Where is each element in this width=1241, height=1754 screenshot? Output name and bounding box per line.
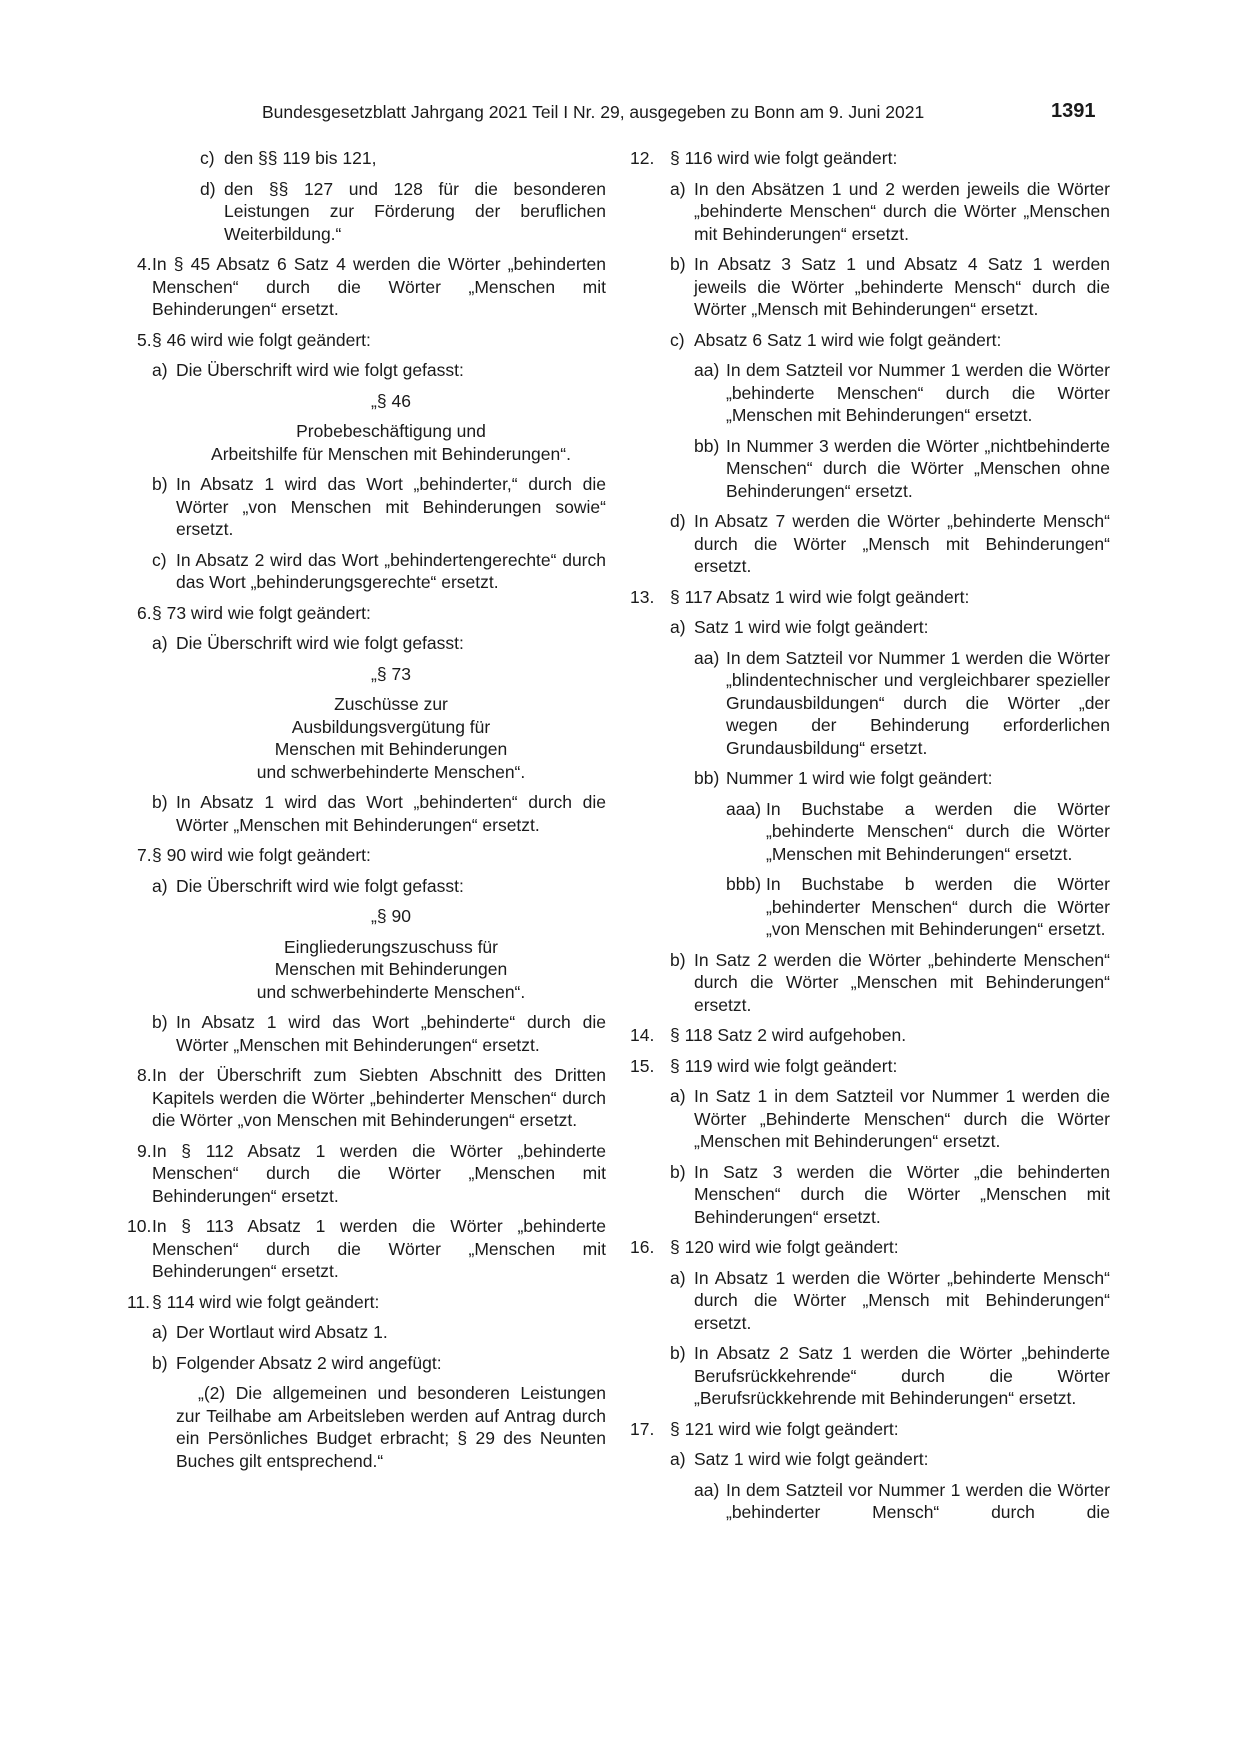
item-label: a) [152, 360, 168, 380]
item-label: b) [670, 949, 686, 970]
list-item [630, 767, 1110, 790]
item-number: 12. [630, 148, 655, 168]
item-text: § 119 wird wie folgt geändert: [670, 1055, 898, 1076]
item-text: Absatz 6 Satz 1 wird wie folgt geändert: [694, 329, 1002, 350]
item-text: Die Überschrift wird wie folgt gefasst: [176, 875, 464, 896]
item-text: In der Überschrift zum Siebten Abschnitt des Dritten Kapitels werden die Wörter „behinderter Menschen“ durch die Wörter „von Menschen mit Behinderungen“ ersetzt. [152, 1065, 606, 1130]
list-item [130, 1352, 606, 1375]
item-number: 8. [137, 1065, 152, 1085]
item-label: aa) [694, 360, 720, 380]
item-text: Satz 1 wird wie folgt geändert: [694, 1449, 929, 1469]
right-column [630, 147, 1110, 1532]
heading-quote [130, 420, 606, 465]
item-text: Nummer 1 wird wie folgt geändert: [726, 768, 993, 788]
list-item [630, 798, 1110, 866]
list-item [630, 1236, 1110, 1259]
item-text: § 90 wird wie folgt geändert: [152, 845, 371, 865]
item-text: In Absatz 7 werden die Wörter „behinderte Mensch“ durch die Wörter „Mensch mit Behinderungen“ ersetzt. [694, 511, 1110, 576]
list-item [630, 647, 1110, 760]
list-item [630, 616, 1110, 639]
section-title-line: Eingliederungszuschuss für [283, 936, 498, 957]
list-item [130, 1140, 606, 1208]
item-text: In Absatz 1 werden die Wörter „behinderte Mensch“ durch die Wörter „Mensch mit Behinderungen“ ersetzt. [694, 1267, 1110, 1333]
item-label: a) [670, 1267, 686, 1288]
item-label: bb) [694, 435, 720, 456]
list-item [130, 329, 606, 352]
item-text: In Absatz 2 Satz 1 werden die Wörter „behinderte Berufsrückkehrende“ durch die Wörter „Berufsrückkehrende mit Behinderungen“ ersetzt. [694, 1343, 1110, 1408]
section-title-line: Ausbildungsvergütung für [291, 716, 491, 737]
item-number: 5. [137, 329, 152, 350]
item-text: In Nummer 3 werden die Wörter „nichtbehinderte Menschen“ durch die Wörter „Menschen ohne Behinderungen“ ersetzt. [726, 435, 1110, 501]
list-item [130, 473, 606, 541]
section-title-line: Menschen mit Behinderungen [274, 739, 508, 759]
list-item [130, 549, 606, 594]
item-label: b) [152, 1012, 168, 1032]
item-text: § 117 Absatz 1 wird wie folgt geändert: [670, 586, 970, 607]
list-item [630, 178, 1110, 246]
item-text: § 121 wird wie folgt geändert: [670, 1418, 899, 1439]
item-text: Die Überschrift wird wie folgt gefasst: [176, 360, 464, 380]
item-number: 13. [630, 586, 655, 607]
list-item [130, 1064, 606, 1132]
section-number: „§ 73 [371, 663, 411, 684]
list-item [130, 1011, 606, 1056]
item-label: c) [200, 148, 215, 168]
list-item [630, 1418, 1110, 1441]
item-text: den §§ 119 bis 121, [224, 148, 377, 168]
heading-quote [130, 905, 606, 928]
item-label: bb) [694, 768, 720, 788]
item-number: 9. [137, 1140, 152, 1161]
item-text: In dem Satzteil vor Nummer 1 werden die Wörter „blindentechnischer und vergleichbarer spezieller Grundausbildungen“ durch die Wörter „der wegen der Behinderung erforderlichen Grundausbildung“ ersetzt. [726, 647, 1110, 758]
list-item [130, 147, 606, 170]
item-number: 17. [630, 1418, 655, 1439]
list-item [630, 873, 1110, 941]
list-item [630, 1479, 1110, 1524]
list-item [127, 1291, 606, 1314]
list-item [630, 1024, 1110, 1047]
item-label: d) [200, 178, 216, 199]
item-number: 11. [127, 1291, 151, 1312]
item-text: § 114 wird wie folgt geändert: [152, 1291, 380, 1312]
item-number: 15. [630, 1055, 655, 1076]
section-title-line: und schwerbehinderte Menschen“. [256, 761, 526, 782]
list-item [130, 875, 606, 898]
item-text: In § 45 Absatz 6 Satz 4 werden die Wörter „behinderten Menschen“ durch die Wörter „Menschen mit Behinderungen“ ersetzt. [152, 254, 606, 319]
item-label: a) [152, 1322, 168, 1342]
list-item [630, 147, 1110, 170]
item-label: a) [670, 617, 686, 637]
item-text: In Absatz 1 wird das Wort „behinderte“ durch die Wörter „Menschen mit Behinderungen“ ersetzt. [176, 1012, 606, 1055]
item-text: § 120 wird wie folgt geändert: [670, 1237, 899, 1257]
section-title-line: Zuschüsse zur [334, 694, 448, 714]
list-item [630, 949, 1110, 1017]
item-text: In § 113 Absatz 1 werden die Wörter „behinderte Menschen“ durch die Wörter „Menschen mit Behinderungen“ ersetzt. [152, 1216, 606, 1281]
item-text: In Satz 1 in dem Satzteil vor Nummer 1 werden die Wörter „Behinderte Menschen“ durch die Wörter „Menschen mit Behinderungen“ ersetzt. [694, 1086, 1110, 1151]
list-item [630, 435, 1110, 503]
section-title-line: Probebeschäftigung und [296, 421, 486, 441]
item-text: § 116 wird wie folgt geändert: [670, 148, 898, 168]
item-text: In § 112 Absatz 1 werden die Wörter „behinderte Menschen“ durch die Wörter „Menschen mit Behinderungen“ ersetzt. [152, 1140, 606, 1206]
item-text: In dem Satzteil vor Nummer 1 werden die Wörter „behinderter Mensch“ durch die [726, 1479, 1110, 1522]
list-item [630, 1267, 1110, 1335]
item-label: a) [670, 1086, 686, 1106]
section-title-line: Arbeitshilfe für Menschen mit Behinderungen“. [211, 443, 571, 464]
item-label: bbb) [726, 874, 762, 894]
item-text: In Absatz 3 Satz 1 und Absatz 4 Satz 1 werden jeweils die Wörter „behinderte Mensch“ durch die Wörter „Mensch mit Behinderungen“ ersetzt. [694, 254, 1110, 319]
item-number: 14. [630, 1025, 655, 1045]
item-label: b) [670, 254, 686, 274]
item-label: a) [670, 178, 686, 199]
item-text: In den Absätzen 1 und 2 werden jeweils die Wörter „behinderte Menschen“ durch die Wörter „Menschen mit Behinderungen“ ersetzt. [694, 178, 1110, 244]
heading-quote [130, 936, 606, 1004]
item-text: In Buchstabe b werden die Wörter „behinderter Menschen“ durch die Wörter „von Menschen mit Behinderungen“ ersetzt. [766, 874, 1110, 939]
list-item [630, 1161, 1110, 1229]
item-text: In Absatz 2 wird das Wort „behindertengerechte“ durch das Wort „behinderungsgerechte“ ersetzt. [176, 549, 606, 592]
item-label: a) [152, 633, 168, 653]
item-label: a) [670, 1449, 686, 1469]
item-number: 4. [137, 254, 152, 274]
list-item [130, 359, 606, 382]
section-number: „§ 46 [371, 390, 411, 411]
section-number: „§ 90 [371, 906, 411, 926]
item-text: In Satz 2 werden die Wörter „behinderte Menschen“ durch die Wörter „Menschen mit Behinderungen“ ersetzt. [694, 949, 1110, 1015]
heading-quote [130, 390, 606, 413]
list-item [630, 1085, 1110, 1153]
item-label: aa) [694, 647, 720, 668]
item-label: b) [152, 1352, 168, 1373]
item-text: In Buchstabe a werden die Wörter „behinderte Menschen“ durch die Wörter „Menschen mit Behinderungen“ ersetzt. [766, 798, 1110, 864]
running-head: Bundesgesetzblatt Jahrgang 2021 Teil I Nr. 29, ausgegeben zu Bonn am 9. Juni 2021 [262, 102, 925, 122]
item-text: In Satz 3 werden die Wörter „die behinderten Menschen“ durch die Wörter „Menschen mit Behinderungen“ ersetzt. [694, 1161, 1110, 1227]
list-item [130, 844, 606, 867]
list-item [130, 1321, 606, 1344]
list-item [630, 1055, 1110, 1078]
item-text: In Absatz 1 wird das Wort „behinderten“ durch die Wörter „Menschen mit Behinderungen“ ersetzt. [176, 792, 606, 835]
list-item [630, 586, 1110, 609]
list-item [630, 1342, 1110, 1410]
item-label: a) [152, 875, 168, 896]
list-item [130, 791, 606, 836]
list-item [630, 1448, 1110, 1471]
list-item [630, 359, 1110, 427]
item-label: d) [670, 511, 686, 531]
item-text: Folgender Absatz 2 wird angefügt: [176, 1352, 442, 1373]
list-item [127, 1215, 606, 1283]
page-number: 1391 [1051, 100, 1096, 122]
list-item [130, 602, 606, 625]
list-item [130, 632, 606, 655]
list-item [630, 329, 1110, 352]
item-text: In Absatz 1 wird das Wort „behinderter,“ durch die Wörter „von Menschen mit Behinderungen sowie“ ersetzt. [176, 474, 606, 539]
item-text: In dem Satzteil vor Nummer 1 werden die Wörter „behinderte Menschen“ durch die Wörter „Menschen mit Behinderungen“ ersetzt. [726, 360, 1110, 425]
page-header [0, 100, 1241, 130]
item-text: Der Wortlaut wird Absatz 1. [176, 1322, 388, 1342]
item-text: § 46 wird wie folgt geändert: [152, 329, 371, 350]
item-label: aa) [694, 1479, 720, 1500]
item-label: aaa) [726, 798, 762, 819]
item-text: Die Überschrift wird wie folgt gefasst: [176, 633, 464, 653]
heading-quote [130, 693, 606, 783]
section-title-line: und schwerbehinderte Menschen“. [256, 981, 526, 1002]
left-column [127, 147, 606, 1480]
item-number: 10. [127, 1216, 152, 1236]
list-item [630, 253, 1110, 321]
item-text: § 118 Satz 2 wird aufgehoben. [670, 1025, 907, 1045]
item-label: c) [670, 329, 685, 350]
item-text: Satz 1 wird wie folgt geändert: [694, 617, 929, 637]
list-item [130, 253, 606, 321]
item-number: 7. [137, 845, 152, 865]
section-title-line: Menschen mit Behinderungen [274, 959, 508, 979]
item-number: 16. [630, 1237, 655, 1257]
item-label: b) [670, 1161, 686, 1182]
item-number: 6. [137, 602, 152, 623]
item-label: b) [152, 474, 168, 494]
item-text: den §§ 127 und 128 für die besonderen Leistungen zur Förderung der beruflichen Weiterbildung.“ [224, 178, 606, 244]
quoted-paragraph: „(2) Die allgemeinen und besonderen Leistungen zur Teilhabe am Arbeitsleben werden auf Antrag durch ein Persönliches Budget erbracht; § 29 des Neunten Buches gilt entsprechend.“ [176, 1383, 606, 1471]
heading-quote [130, 663, 606, 686]
item-text: § 73 wird wie folgt geändert: [152, 602, 371, 623]
item-label: c) [152, 549, 167, 570]
item-label: b) [670, 1343, 686, 1363]
item-label: b) [152, 792, 168, 812]
list-item [630, 510, 1110, 578]
list-item [130, 178, 606, 246]
